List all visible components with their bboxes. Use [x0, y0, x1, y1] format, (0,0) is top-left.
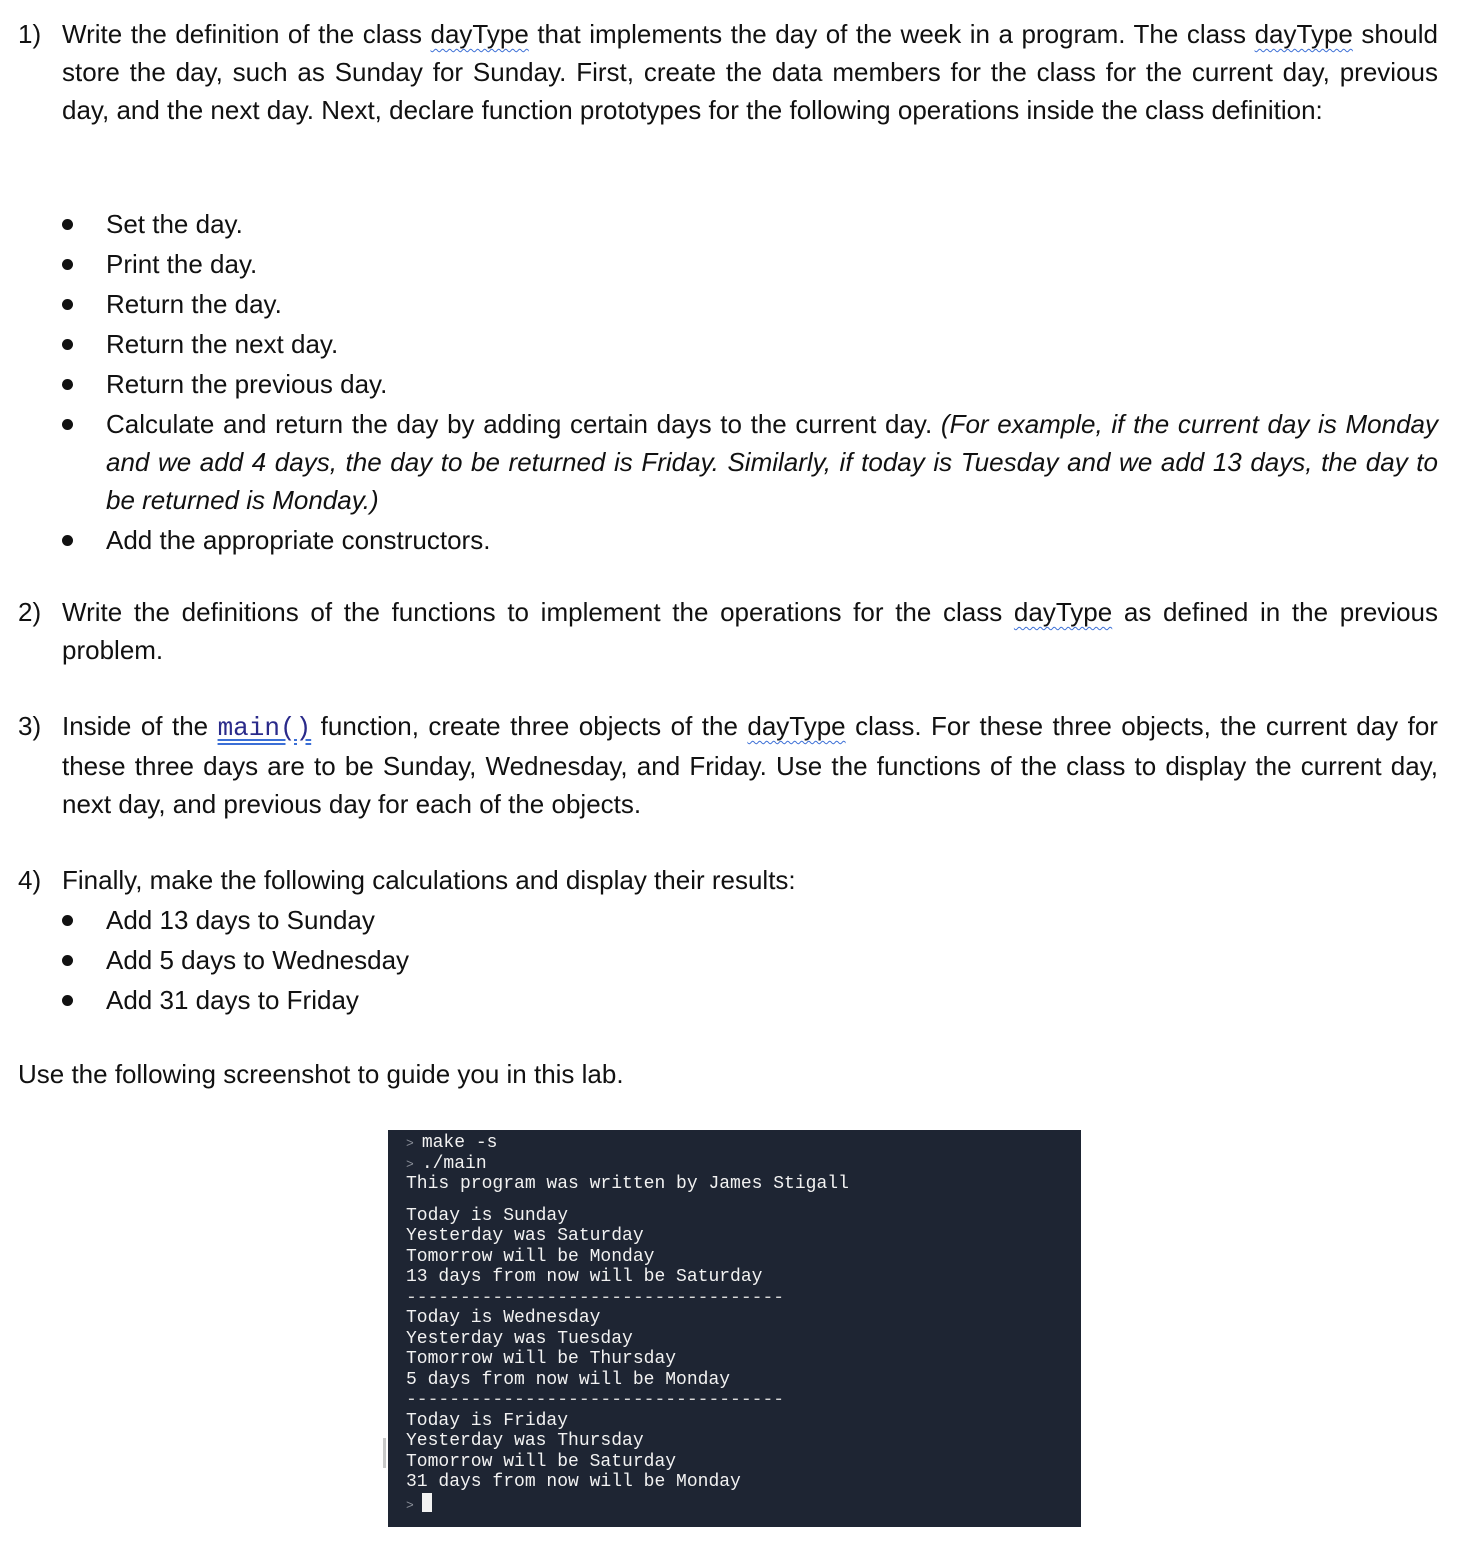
bullet-icon	[62, 995, 73, 1006]
class-name-daytype: dayType	[430, 19, 529, 49]
bullet-icon	[62, 299, 73, 310]
terminal-output	[406, 1133, 849, 1513]
terminal-line-yesterday: Yesterday was Thursday	[406, 1431, 644, 1451]
list-item: Add 5 days to Wednesday	[60, 941, 1438, 979]
terminal-line-yesterday: Yesterday was Tuesday	[406, 1328, 633, 1349]
main-function-code: main()	[217, 713, 312, 743]
terminal-line-tomorrow: Tomorrow will be Monday	[406, 1246, 655, 1267]
terminal-command-line: > ./main	[406, 1153, 487, 1174]
question-4-calculations-list	[60, 901, 1438, 1019]
question-1-operations-list	[60, 205, 1438, 559]
question-4-text: Finally, make the following calculations and display their results:	[62, 865, 796, 895]
list-item: Return the next day.	[60, 325, 1438, 363]
question-1	[18, 15, 1438, 129]
question-3	[18, 707, 1438, 823]
bullet-icon	[62, 259, 73, 270]
bullet-icon	[62, 535, 73, 546]
list-item: Add the appropriate constructors.	[60, 521, 1438, 559]
terminal-line-today: Today is Friday	[406, 1410, 569, 1431]
question-1-text: Write the definition of the class dayType that implements the day of the week in a program. The class dayType should store the day, such as Sunday for Sunday. First, create the data members for the class for the current day, previous day, and the next day. Next, declare function prototypes for the following operations inside the class definition:	[62, 19, 1438, 125]
list-item: Return the previous day.	[60, 365, 1438, 403]
list-item: Set the day.	[60, 205, 1438, 243]
question-2-text: Write the definitions of the functions to implement the operations for the class dayType as defined in the previous problem.	[62, 597, 1438, 665]
terminal-line-future: 5 days from now will be Monday	[406, 1369, 731, 1390]
bullet-icon	[62, 419, 73, 430]
terminal-prompt-line	[406, 1493, 849, 1514]
guide-text: Use the following screenshot to guide you in this lab.	[18, 1059, 624, 1089]
terminal-line-future: 13 days from now will be Saturday	[406, 1267, 763, 1287]
terminal-line-future: 31 days from now will be Monday	[406, 1472, 741, 1492]
question-3-text: Inside of the main() function, create three objects of the dayType class. For these three objects, the current day for these three days are to be Sunday, Wednesday, and Friday. Use the functions of the class to display the current day, next day, and previous day for each of the objects.	[62, 711, 1438, 819]
terminal-line-today: Today is Sunday	[406, 1205, 569, 1226]
bullet-icon	[62, 915, 73, 926]
list-item: Add 31 days to Friday	[60, 981, 1438, 1019]
list-item: Print the day.	[60, 245, 1438, 283]
cursor-icon	[422, 1493, 432, 1512]
bullet-icon	[62, 219, 73, 230]
scrollbar	[383, 1438, 386, 1468]
terminal-screenshot	[388, 1130, 1081, 1527]
terminal-separator: -----------------------------------	[406, 1287, 785, 1308]
terminal-line-tomorrow: Tomorrow will be Saturday	[406, 1451, 677, 1472]
terminal-line-today: Today is Wednesday	[406, 1308, 601, 1328]
prompt-icon: >	[406, 1136, 414, 1151]
bullet-icon	[62, 955, 73, 966]
bullet-icon	[62, 339, 73, 350]
list-item: Return the day.	[60, 285, 1438, 323]
terminal-line-tomorrow: Tomorrow will be Thursday	[406, 1349, 677, 1369]
terminal-author-line: This program was written by James Stigall	[406, 1174, 849, 1194]
terminal-separator: -----------------------------------	[406, 1390, 785, 1410]
class-name-daytype: dayType	[1013, 597, 1113, 627]
prompt-icon: >	[406, 1497, 414, 1513]
prompt-icon: >	[406, 1156, 414, 1172]
terminal-command-line: > make -s	[406, 1133, 498, 1153]
question-2-number: 2)	[18, 597, 42, 627]
list-item: Calculate and return the day by adding certain days to the current day. (For example, if the current day is Monday and we add 4 days, the day to be returned is Friday. Similarly, if today is Tuesday and we add 13 days, the day to be returned is Monday.)	[60, 405, 1438, 519]
class-name-daytype: dayType	[747, 711, 846, 741]
question-4-number: 4)	[18, 865, 42, 895]
class-name-daytype: dayType	[1254, 19, 1353, 49]
list-item: Add 13 days to Sunday	[60, 901, 1438, 939]
terminal-line-yesterday: Yesterday was Saturday	[406, 1226, 644, 1246]
question-3-number: 3)	[18, 711, 42, 741]
question-4	[18, 861, 1438, 899]
bullet-icon	[62, 379, 73, 390]
question-2	[18, 593, 1438, 669]
question-1-number: 1)	[18, 19, 42, 49]
